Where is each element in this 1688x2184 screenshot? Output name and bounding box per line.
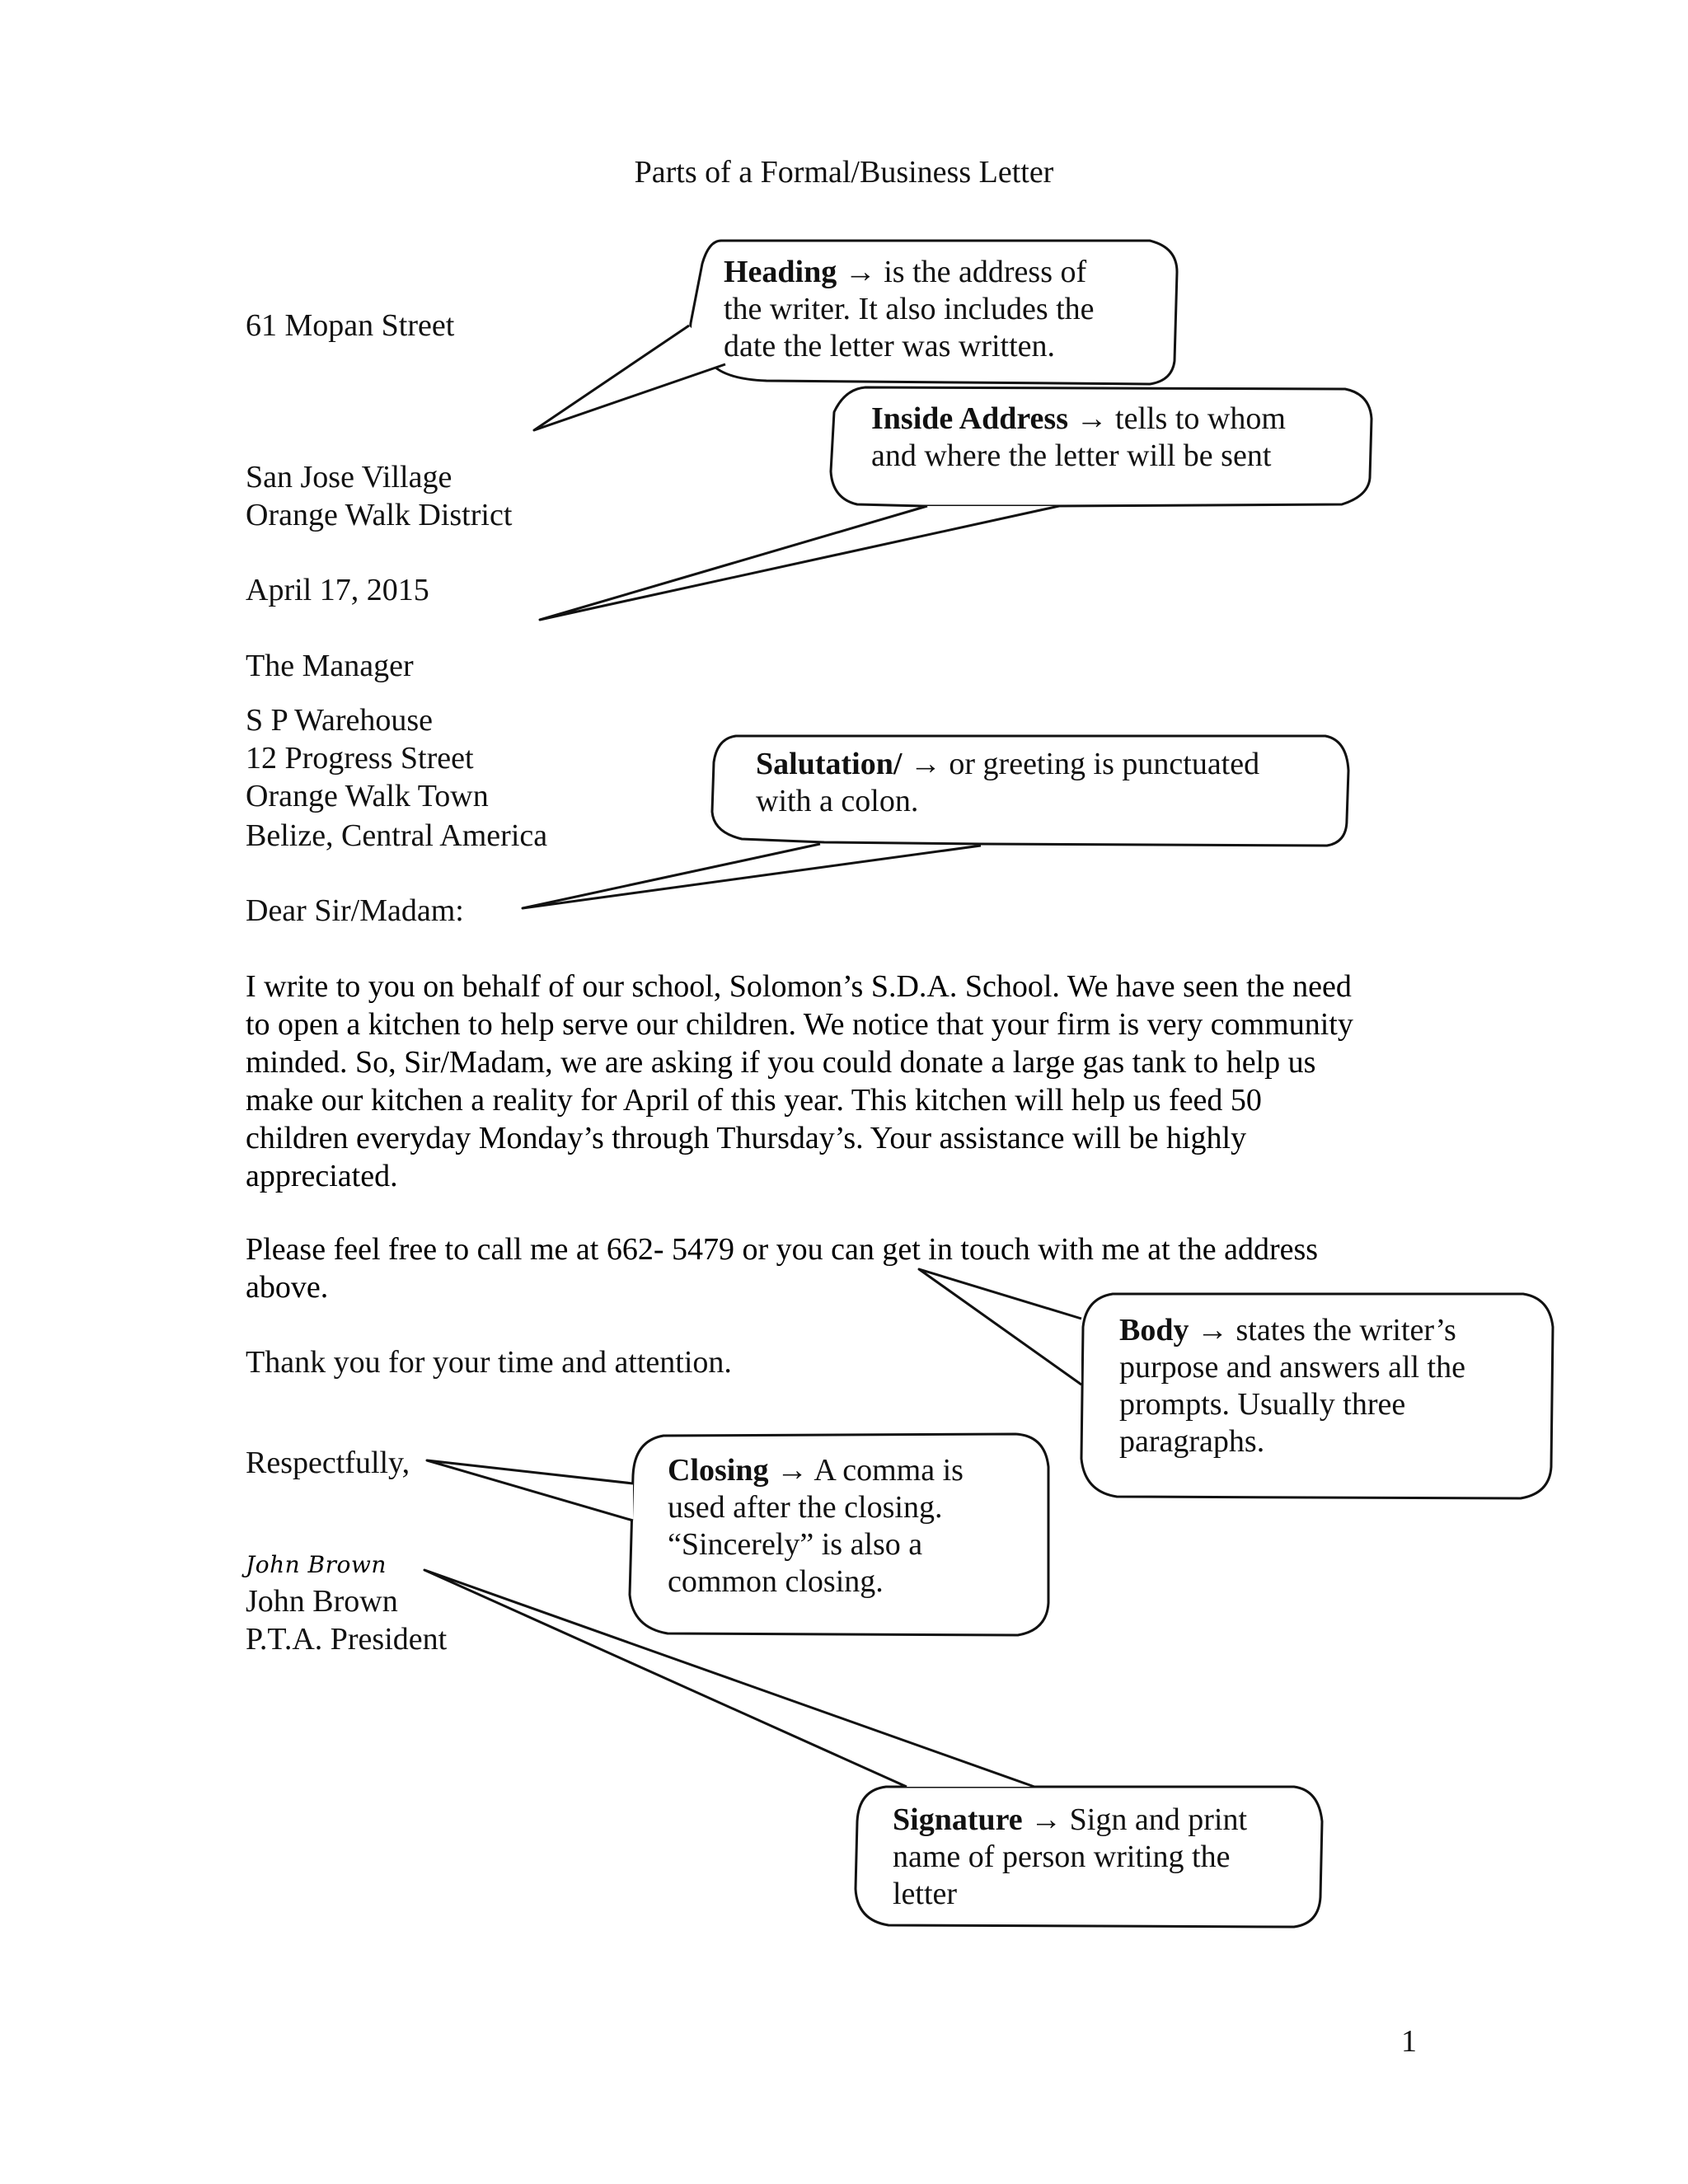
callout-line: states the writer’s [1236, 1313, 1456, 1347]
body-callout [1119, 1312, 1465, 1460]
signer-title: P.T.A. President [246, 1622, 448, 1657]
body-paragraph-3: Thank you for your time and attention. [246, 1345, 732, 1380]
callout-line: prompts. Usually three [1119, 1387, 1406, 1422]
heading-callout-tail [534, 326, 725, 430]
arrow-icon: → [844, 255, 876, 289]
inside-address-line: Orange Walk Town [246, 779, 489, 813]
inside-address-line: Belize, Central America [246, 818, 548, 853]
page-title: Parts of a Formal/Business Letter [634, 155, 1054, 190]
callout-line: A comma is [814, 1453, 964, 1488]
body-line: make our kitchen a reality for April of this year. This kitchen will help us feed 50 [246, 1083, 1262, 1118]
body-line: minded. So, Sir/Madam, we are asking if you could donate a large gas tank to help us [246, 1045, 1316, 1080]
salutation-callout [756, 746, 1259, 820]
callout-line: or greeting is punctuated [949, 747, 1260, 781]
body-line: I write to you on behalf of our school, Solomon’s S.D.A. School. We have seen the need [246, 969, 1352, 1004]
inside-address-line: S P Warehouse [246, 703, 434, 738]
heading-district: Orange Walk District [246, 498, 513, 532]
body-line: to open a kitchen to help serve our children. We notice that your firm is very community [246, 1007, 1353, 1042]
closing-callout [668, 1452, 964, 1601]
inside-address-line: 12 Progress Street [246, 741, 474, 776]
body-line: appreciated. [246, 1159, 398, 1193]
arrow-icon: → [1196, 1313, 1228, 1347]
callout-line: date the letter was written. [724, 329, 1056, 363]
callout-term: Signature [893, 1802, 1023, 1837]
body-paragraph-2 [246, 1230, 1424, 1306]
heading-village: San Jose Village [246, 460, 452, 494]
callout-term: Closing [668, 1453, 769, 1488]
callout-term: Inside Address [871, 401, 1069, 436]
arrow-icon: → [1076, 401, 1108, 436]
callout-line: and where the letter will be sent [871, 438, 1272, 473]
heading-street: 61 Mopan Street [246, 308, 455, 343]
inside-address-callout-tail [540, 506, 1059, 620]
page-number: 1 [1401, 2024, 1417, 2059]
callout-line: purpose and answers all the [1119, 1350, 1465, 1385]
callout-line: name of person writing the [893, 1840, 1231, 1874]
inside-address-callout [871, 401, 1286, 475]
callout-line: tells to whom [1115, 401, 1286, 436]
callout-line: common closing. [668, 1564, 884, 1599]
signature-callout [893, 1802, 1247, 1913]
salutation-callout-tail [523, 844, 981, 908]
arrow-icon: → [909, 747, 941, 781]
callout-term: Salutation/ [756, 747, 903, 781]
callout-line: with a colon. [756, 784, 919, 818]
handwritten-signature: John Brown [246, 1551, 387, 1578]
callout-line: Sign and print [1069, 1802, 1247, 1837]
callout-line: letter [893, 1877, 958, 1911]
callout-line: used after the closing. [668, 1490, 943, 1525]
arrow-icon: → [776, 1453, 808, 1488]
body-line: Please feel free to call me at 662- 5479 or you can get in touch with me at the address [246, 1232, 1319, 1267]
salutation: Dear Sir/Madam: [246, 893, 464, 928]
body-line: above. [246, 1270, 329, 1305]
arrow-icon: → [1030, 1802, 1062, 1837]
callout-line: is the address of [884, 255, 1087, 289]
recipient-title: The Manager [246, 649, 414, 683]
heading-callout [724, 254, 1095, 365]
callout-term: Heading [724, 255, 837, 289]
letter-date: April 17, 2015 [246, 573, 429, 607]
callout-line: paragraphs. [1119, 1424, 1265, 1459]
closing-callout-tail [427, 1460, 633, 1521]
closing: Respectfully, [246, 1446, 410, 1480]
callout-term: Body [1119, 1313, 1189, 1347]
callout-line: the writer. It also includes the [724, 292, 1095, 326]
signer-name: John Brown [246, 1584, 398, 1619]
callout-line: “Sincerely” is also a [668, 1527, 923, 1562]
body-paragraph-1 [246, 968, 1424, 1195]
body-line: children everyday Monday’s through Thursday’s. Your assistance will be highly [246, 1121, 1247, 1155]
